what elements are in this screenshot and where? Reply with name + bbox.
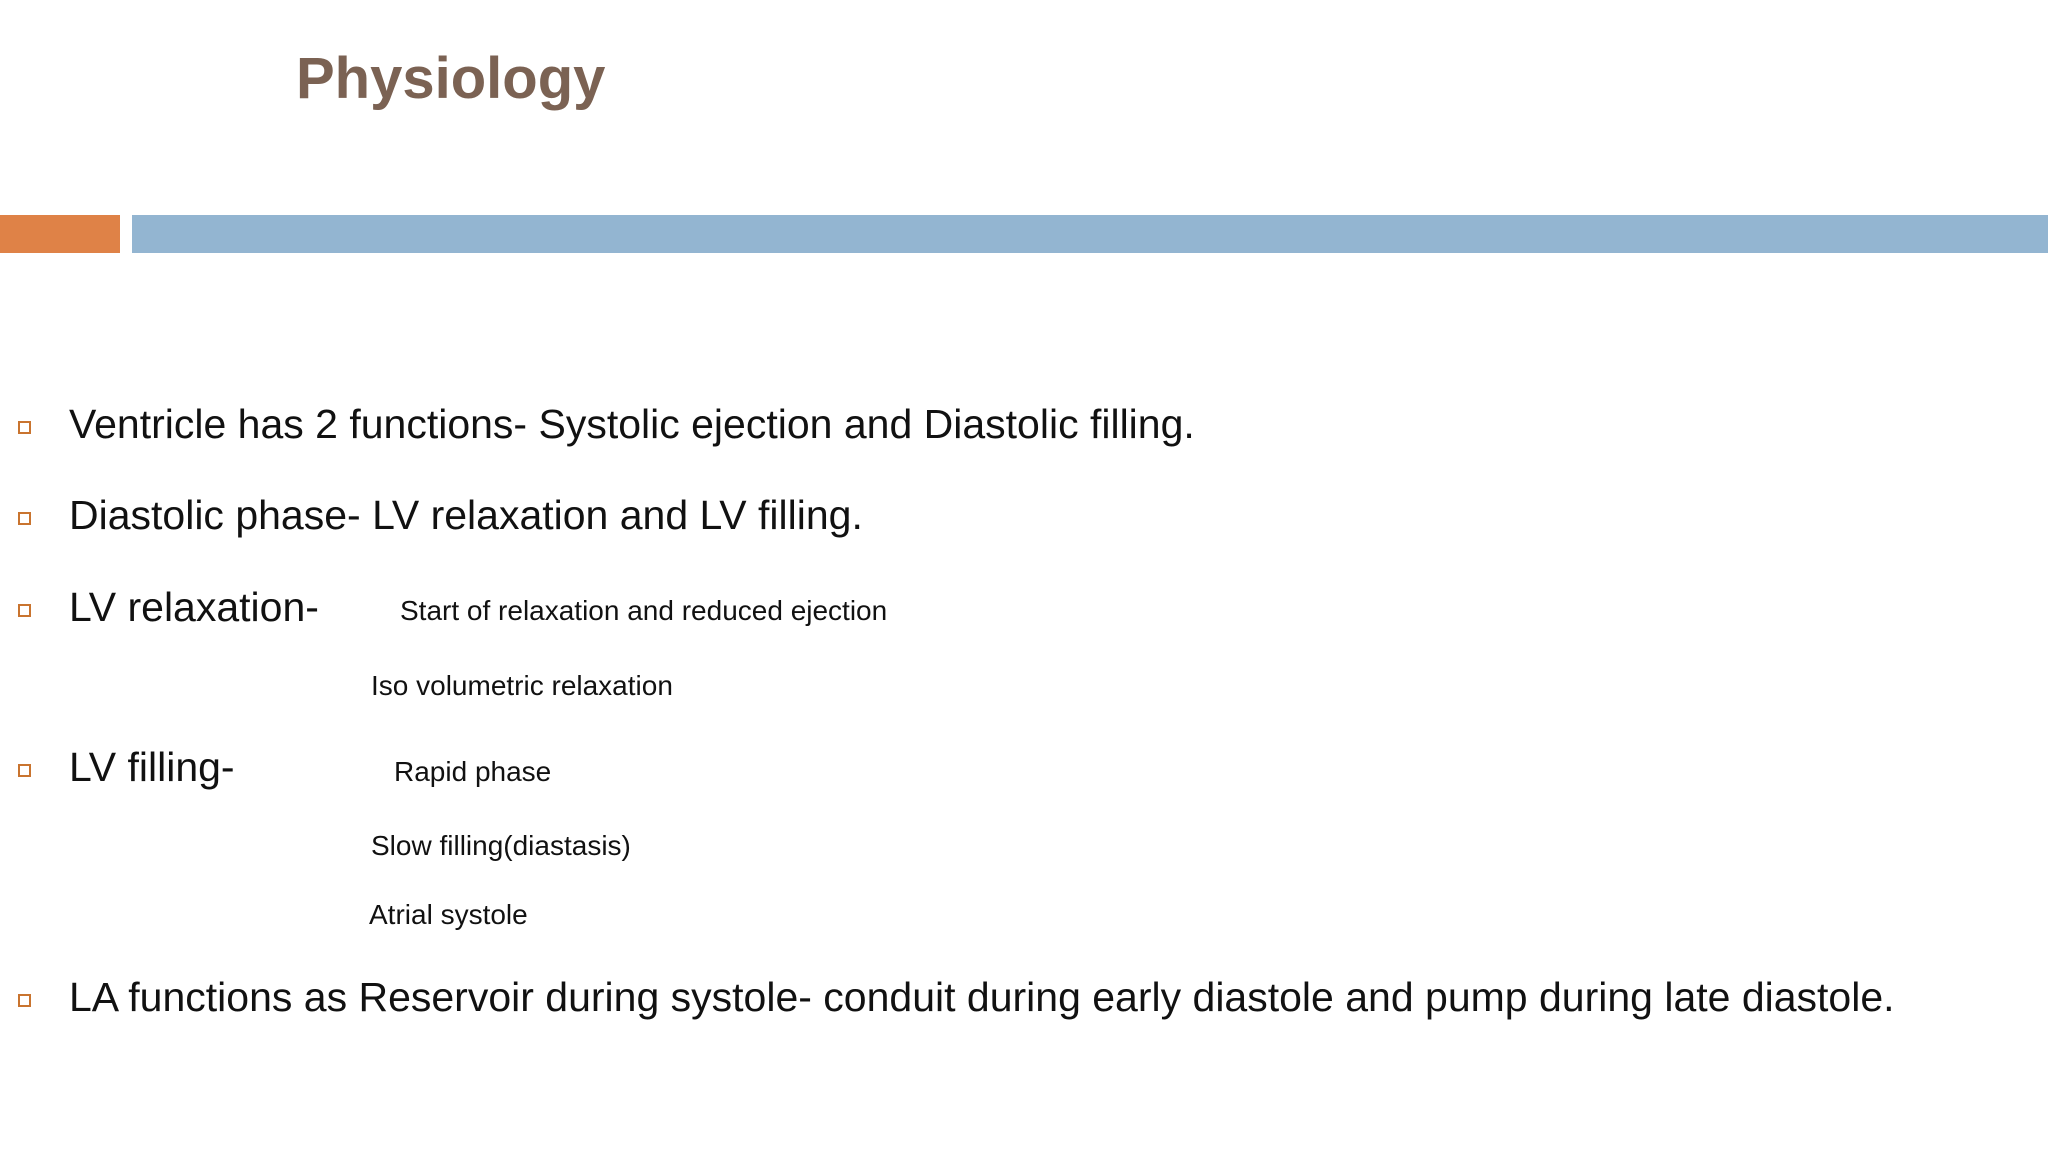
bullet-text: LV filling-	[69, 744, 235, 790]
bullet-text: Ventricle has 2 functions- Systolic ejection and Diastolic filling.	[69, 401, 1195, 447]
sub-item-rapid-phase: Rapid phase	[394, 756, 552, 787]
sub-item-isovolumetric-relaxation: Iso volumetric relaxation	[371, 670, 673, 701]
slide-title: Physiology	[296, 46, 606, 111]
sub-item-slow-filling: Slow filling(diastasis)	[371, 830, 631, 861]
accent-bar-orange	[0, 215, 120, 253]
bullet-text: Diastolic phase- LV relaxation and LV filling.	[69, 492, 863, 538]
square-bullet-icon	[18, 994, 31, 1007]
square-bullet-icon	[18, 421, 31, 434]
bullet-text: LV relaxation-	[69, 584, 319, 630]
sub-item-start-of-relaxation: Start of relaxation and reduced ejection	[400, 595, 888, 626]
square-bullet-icon	[18, 604, 31, 617]
sub-item-atrial-systole: Atrial systole	[369, 899, 528, 930]
accent-bar-blue	[132, 215, 2048, 253]
bullet-text: LA functions as Reservoir during systole- conduit during early diastole and pump during late diastole.	[69, 974, 1895, 1020]
square-bullet-icon	[18, 512, 31, 525]
square-bullet-icon	[18, 764, 31, 777]
